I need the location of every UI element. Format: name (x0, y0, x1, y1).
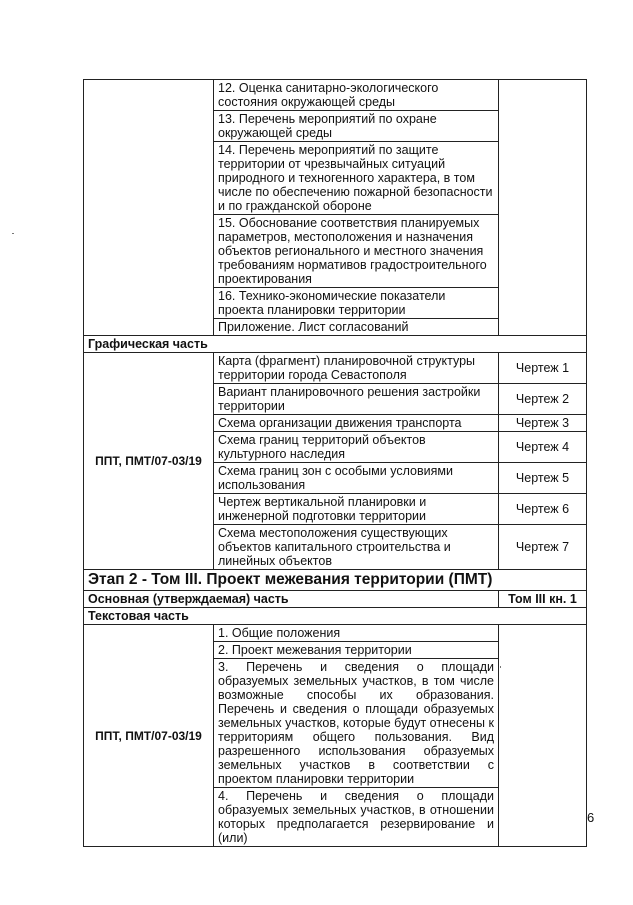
code-cell-empty (84, 80, 214, 336)
table-row (84, 353, 587, 384)
section-label-graphic: Графическая часть (84, 336, 587, 353)
content-cell: 15. Обоснование соответствия планируемых параметров, местоположения и назначения объектов регионального и местного значения требованиям нормативов градостроительного проектирования (214, 215, 499, 288)
drawing-cell-empty (499, 80, 587, 336)
scan-mark (12, 233, 14, 234)
drawing-name: Схема границ территорий объектов культурного наследия (214, 432, 499, 463)
drawing-cell-empty (499, 625, 587, 847)
drawing-number: Чертеж 6 (499, 494, 587, 525)
drawing-number: Чертеж 5 (499, 463, 587, 494)
table-row (84, 80, 587, 111)
document-contents-table (83, 79, 587, 847)
volume-label: Том III кн. 1 (499, 591, 587, 608)
document-code: ППТ, ПМТ/07-03/19 (84, 353, 214, 570)
content-cell: Приложение. Лист согласований (214, 319, 499, 336)
drawing-name: Чертеж вертикальной планировки и инженерной подготовки территории (214, 494, 499, 525)
stage-row (84, 570, 587, 591)
section-label-main: Основная (утверждаемая) часть (84, 591, 499, 608)
content-cell: 14. Перечень мероприятий по защите территории от чрезвычайных ситуаций природного и техногенного характера, в том числе по обеспечению пожарной безопасности и по гражданской обороне (214, 142, 499, 215)
drawing-number: Чертеж 2 (499, 384, 587, 415)
content-cell: 4. Перечень и сведения о площади образуемых земельных участков, в отношении которых предполагается резервирование и (или) (214, 788, 499, 847)
drawing-name: Схема местоположения существующих объектов капитального строительства и линейных объектов (214, 525, 499, 570)
table-row (84, 625, 587, 642)
drawing-number: Чертеж 1 (499, 353, 587, 384)
content-cell: 2. Проект межевания территории (214, 642, 499, 659)
content-cell: 3. Перечень и сведения о площади образуемых земельных участков, в том числе возможные способы их образования. Перечень и сведения о площади образуемых земельных участков, которые будут отнесены к территориям общего пользования. Вид разрешенного использования образуемых земельных участков в соответствии с проектом планировки территории (214, 659, 499, 788)
content-cell: 16. Технико-экономические показатели проекта планировки территории (214, 288, 499, 319)
section-row (84, 591, 587, 608)
drawing-name: Карта (фрагмент) планировочной структуры территории города Севастополя (214, 353, 499, 384)
page-number: 6 (587, 810, 595, 825)
content-cell: 12. Оценка санитарно-экологического состояния окружающей среды (214, 80, 499, 111)
section-label-text: Текстовая часть (84, 608, 587, 625)
drawing-name: Вариант планировочного решения застройки территории (214, 384, 499, 415)
drawing-number: Чертеж 3 (499, 415, 587, 432)
stage-title: Этап 2 - Том III. Проект межевания территории (ПМТ) (84, 570, 587, 591)
content-cell: 1. Общие положения (214, 625, 499, 642)
drawing-number: Чертеж 7 (499, 525, 587, 570)
drawing-name: Схема организации движения транспорта (214, 415, 499, 432)
document-code: ППТ, ПМТ/07-03/19 (84, 625, 214, 847)
document-table-container (83, 79, 586, 847)
drawing-name: Схема границ зон с особыми условиями использования (214, 463, 499, 494)
section-row (84, 336, 587, 353)
drawing-number: Чертеж 4 (499, 432, 587, 463)
content-cell: 13. Перечень мероприятий по охране окружающей среды (214, 111, 499, 142)
section-row (84, 608, 587, 625)
